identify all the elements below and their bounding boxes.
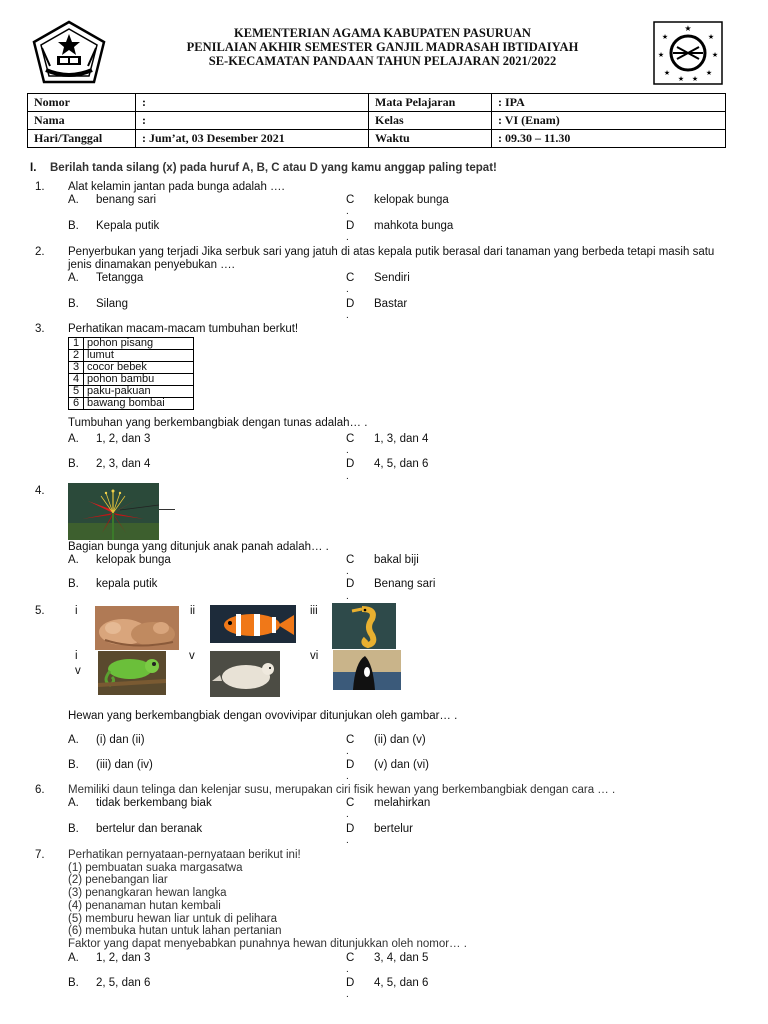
list-item: (3) penangkaran hewan langka [68, 887, 227, 900]
text-label: A. [68, 433, 79, 445]
question-text: Alat kelamin jantan pada bunga adalah …. [68, 181, 285, 193]
nomor-label: Nomor [28, 94, 136, 112]
text-label: bakal biji [374, 554, 419, 566]
pasuruan-emblem-icon [30, 20, 108, 86]
question-text: Penyerbukan yang terjadi Jika serbuk sari yang jatuh di atas kepala putik berasal dari tanaman yang berbeda tetapi masih satu jenis dinamakan penyebukan …. [68, 246, 715, 271]
text-label: D [346, 220, 355, 232]
nama-field[interactable]: : [136, 112, 369, 130]
text-label: bawang bombai [84, 398, 194, 410]
text-label: 4 [69, 374, 84, 386]
question-text: Perhatikan pernyataan-pernyataan berikut ini! [68, 849, 301, 861]
text-label: A. [68, 554, 79, 566]
dot-mark: . [346, 284, 349, 295]
info-row [28, 112, 726, 130]
text-label: Kepala putik [96, 220, 160, 232]
text-label: D [346, 298, 355, 310]
question-number: 1. [35, 181, 45, 193]
dot-mark: . [346, 471, 349, 482]
chameleon-image [98, 651, 166, 695]
question-number: 6. [35, 784, 45, 796]
text-label: C [346, 734, 355, 746]
dot-mark: . [346, 835, 349, 846]
label-v: v [189, 650, 195, 662]
svg-text:★: ★ [677, 75, 685, 83]
text-label: (iii) dan (iv) [96, 759, 153, 771]
text-label: paku-pakuan [84, 386, 194, 398]
question-prompt: Hewan yang berkembangbiak dengan ovovivipar ditunjukan oleh gambar… . [68, 710, 458, 722]
text-label: 3 [69, 362, 84, 374]
kelas-label: Kelas [369, 112, 492, 130]
section-instruction [30, 162, 497, 174]
text-label: D [346, 759, 355, 771]
question-prompt: Bagian bunga yang ditunjuk anak panah adalah… . [68, 541, 329, 553]
header-title [120, 26, 645, 68]
text-label: Silang [96, 298, 128, 310]
text-label: A. [68, 952, 79, 964]
question-number: 3. [35, 323, 45, 335]
dot-mark: . [346, 809, 349, 820]
statement-list [68, 849, 718, 951]
svg-text:★: ★ [684, 24, 692, 33]
text-label: C [346, 554, 355, 566]
list-item: (5) memburu hewan liar untuk di pelihara [68, 912, 278, 925]
hari-label: Hari/Tanggal [28, 130, 136, 148]
waktu-value: : 09.30 – 11.30 [492, 130, 726, 148]
clownfish-image [210, 605, 296, 643]
table-row [69, 338, 194, 350]
plant-list-table [68, 337, 194, 410]
cats-image [95, 606, 179, 650]
text-label: 5 [69, 386, 84, 398]
svg-text:★: ★ [705, 69, 713, 77]
text-label: (ii) dan (v) [374, 734, 426, 746]
text-label: C [346, 272, 355, 284]
hari-value: : Jum’at, 03 Desember 2021 [136, 130, 369, 148]
label-i: i [75, 605, 78, 617]
text-label: C [346, 952, 355, 964]
text-label: pohon pisang [84, 338, 194, 350]
label-iii: iii [310, 605, 318, 617]
text-label: kelopak bunga [374, 194, 449, 206]
text-label: B. [68, 578, 79, 590]
dot-mark: . [346, 206, 349, 217]
question-number: 4. [35, 485, 45, 497]
table-row [69, 398, 194, 410]
text-label: Tetangga [96, 272, 144, 284]
svg-text:★: ★ [707, 33, 715, 41]
text-label: B. [68, 298, 79, 310]
text-label: bertelur [374, 823, 413, 835]
header-line-3: SE-KECAMATAN PANDAAN TAHUN PELAJARAN 2021/2022 [208, 54, 557, 68]
text-label: D [346, 823, 355, 835]
question-number: 5. [35, 605, 45, 617]
student-info-table [27, 93, 726, 148]
text-label: C [346, 194, 355, 206]
text-label: B. [68, 458, 79, 470]
text-label: tidak berkembang biak [96, 797, 212, 809]
text-label: benang sari [96, 194, 157, 206]
label-iv-b: v [75, 665, 81, 677]
dot-mark: . [346, 771, 349, 782]
text-label: Benang sari [374, 578, 436, 590]
table-row [69, 386, 194, 398]
table-row [69, 362, 194, 374]
text-label: melahirkan [374, 797, 431, 809]
flower-image [68, 483, 159, 540]
text-label: mahkota bunga [374, 220, 454, 232]
table-row [69, 374, 194, 386]
mapel-value: : IPA [492, 94, 726, 112]
mapel-label: Mata Pelajaran [369, 94, 492, 112]
text-label: 4, 5, dan 6 [374, 977, 429, 989]
table-row [69, 350, 194, 362]
question-prompt: Faktor yang dapat menyebabkan punahnya hewan ditunjukkan oleh nomor… . [68, 937, 467, 950]
header [0, 18, 768, 88]
text-label: D [346, 458, 355, 470]
question-text: Perhatikan macam-macam tumbuhan berkut! [68, 323, 299, 335]
header-line-1: KEMENTERIAN AGAMA KABUPATEN PASURUAN [234, 26, 531, 40]
dot-mark: . [346, 445, 349, 456]
text-label: 6 [69, 398, 84, 410]
kkm-emblem-icon [653, 21, 723, 85]
text-label: 1, 2, dan 3 [96, 433, 151, 445]
info-row [28, 130, 726, 148]
svg-text:★: ★ [691, 75, 699, 83]
text-label: B. [68, 759, 79, 771]
dot-mark: . [346, 746, 349, 757]
text-label: kelopak bunga [96, 554, 171, 566]
text-label: Bastar [374, 298, 408, 310]
text-label: A. [68, 272, 79, 284]
dot-mark: . [346, 989, 349, 1000]
text-label: A. [68, 734, 79, 746]
seahorse-image [332, 603, 396, 649]
list-item: (6) membuka hutan untuk lahan pertanian [68, 925, 282, 938]
text-label: 1 [69, 338, 84, 350]
text-label: D [346, 977, 355, 989]
text-label: 2, 3, dan 4 [96, 458, 151, 470]
svg-text:★: ★ [661, 33, 669, 41]
text-label: pohon bambu [84, 374, 194, 386]
text-label: Sendiri [374, 272, 410, 284]
text-label: (i) dan (ii) [96, 734, 145, 746]
label-ii: ii [190, 605, 196, 617]
text-label: 2 [69, 350, 84, 362]
question-prompt: Tumbuhan yang berkembangbiak dengan tunas adalah… . [68, 417, 368, 429]
text-label: 1, 3, dan 4 [374, 433, 429, 445]
dot-mark: . [346, 566, 349, 577]
nama-label: Nama [28, 112, 136, 130]
dot-mark: . [346, 310, 349, 321]
orca-image [333, 650, 401, 690]
nomor-field[interactable]: : [136, 94, 369, 112]
text-label: C [346, 433, 355, 445]
label-vi: vi [310, 650, 319, 662]
text-label: A. [68, 797, 79, 809]
info-row [28, 94, 726, 112]
text-label: kepala putik [96, 578, 158, 590]
arrow-line [159, 509, 175, 510]
list-item: (4) penanaman hutan kembali [68, 899, 221, 912]
question-number: 2. [35, 246, 45, 258]
section-number: I. [30, 162, 37, 174]
instruction-text: Berilah tanda silang (x) pada huruf A, B, C atau D yang kamu anggap paling tepat! [50, 162, 497, 174]
list-item: (1) pembuatan suaka margasatwa [68, 861, 243, 874]
dot-mark: . [346, 964, 349, 975]
label-iv-a: i [75, 650, 78, 662]
text-label: 2, 5, dan 6 [96, 977, 151, 989]
kelas-value: : VI (Enam) [492, 112, 726, 130]
svg-text:★: ★ [657, 51, 665, 59]
question-text: Memiliki daun telinga dan kelenjar susu, merupakan ciri fisik hewan yang berkembangbiak dengan cara … . [68, 784, 616, 796]
question-number: 7. [35, 849, 45, 861]
text-label: D [346, 578, 355, 590]
text-label: 1, 2, dan 3 [96, 952, 151, 964]
text-label: B. [68, 823, 79, 835]
list-item: (2) penebangan liar [68, 874, 168, 887]
text-label: B. [68, 977, 79, 989]
text-label: cocor bebek [84, 362, 194, 374]
text-label: (v) dan (vi) [374, 759, 429, 771]
text-label: 4, 5, dan 6 [374, 458, 429, 470]
text-label: C [346, 797, 355, 809]
dot-mark: . [346, 591, 349, 602]
svg-text:★: ★ [663, 69, 671, 77]
svg-text:★: ★ [711, 51, 719, 59]
text-label: bertelur dan beranak [96, 823, 203, 835]
dot-mark: . [346, 232, 349, 243]
waktu-label: Waktu [369, 130, 492, 148]
text-label: 3, 4, dan 5 [374, 952, 429, 964]
text-label: B. [68, 220, 79, 232]
text-label: lumut [84, 350, 194, 362]
header-line-2: PENILAIAN AKHIR SEMESTER GANJIL MADRASAH IBTIDAIYAH [186, 40, 579, 54]
text-label: A. [68, 194, 79, 206]
dove-image [210, 651, 280, 697]
